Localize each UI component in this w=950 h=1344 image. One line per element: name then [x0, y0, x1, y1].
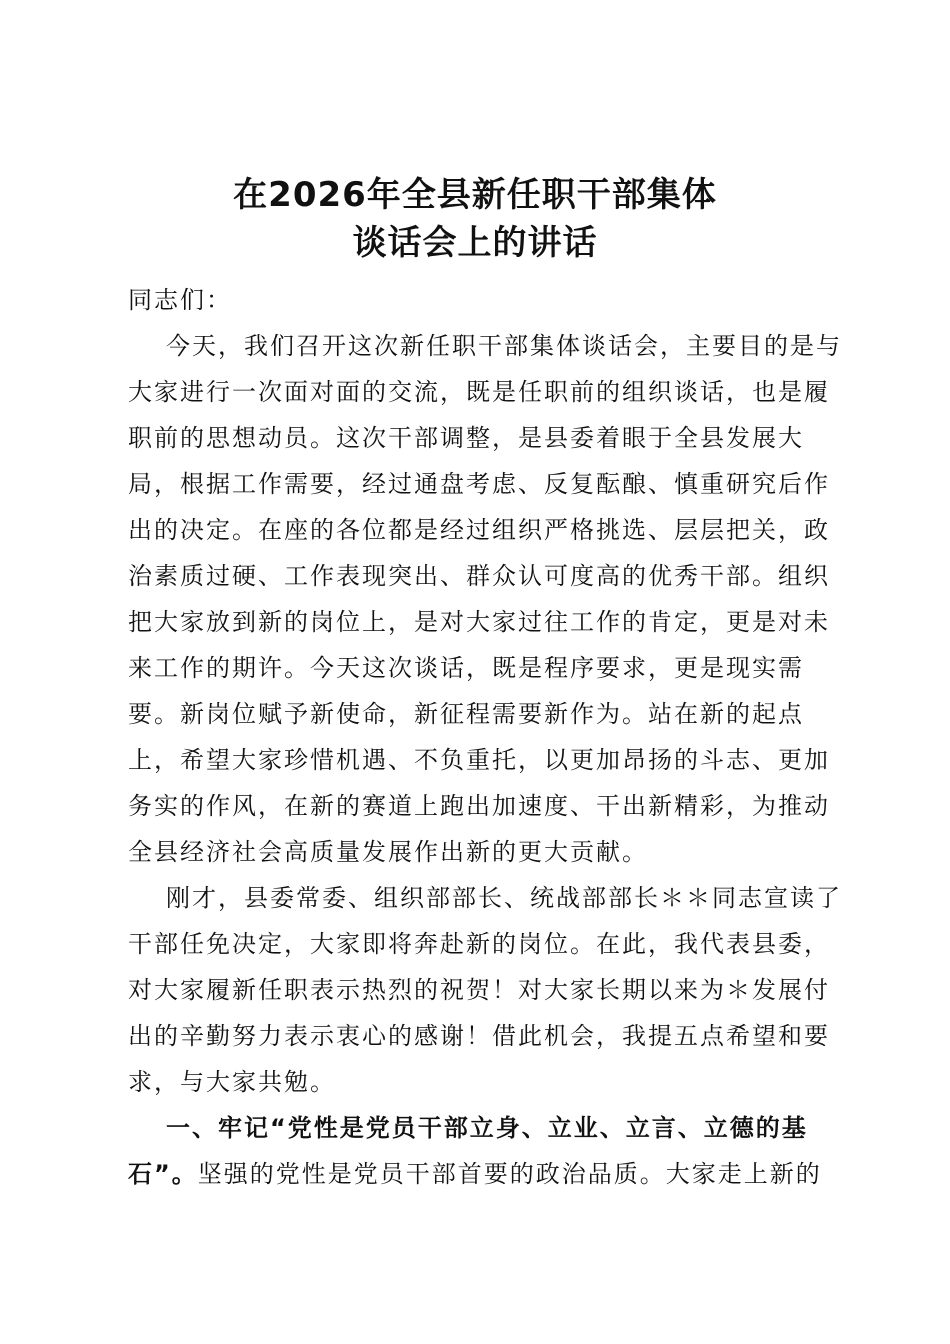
section-heading-1-end: 石”。 — [128, 1160, 198, 1188]
paragraph-1-line: 今天，我们召开这次新任职干部集体谈话会，主要目的是与 — [166, 332, 842, 360]
paragraph-2-line: 刚才，县委常委、组织部部长、统战部部长＊＊同志宣读了 — [166, 884, 842, 912]
paragraph-1-line: 上，希望大家珍惜机遇、不负重托，以更加昂扬的斗志、更加 — [128, 746, 830, 774]
paragraph-1-line: 全县经济社会高质量发展作出新的更大贡献。 — [128, 838, 648, 866]
paragraph-1-line: 把大家放到新的岗位上，是对大家过往工作的肯定，更是对未 — [128, 608, 830, 636]
paragraph-1-line: 局，根据工作需要，经过通盘考虑、反复酝酿、慎重研究后作 — [128, 470, 830, 498]
paragraph-1-line: 职前的思想动员。这次干部调整，是县委着眼于全县发展大 — [128, 424, 804, 452]
salutation: 同志们： — [128, 286, 232, 314]
paragraph-1-line: 治素质过硬、工作表现突出、群众认可度高的优秀干部。组织 — [128, 562, 830, 590]
paragraph-1-line: 大家进行一次面对面的交流，既是任职前的组织谈话，也是履 — [128, 378, 830, 406]
paragraph-1-line: 来工作的期许。今天这次谈话，既是程序要求，更是现实需 — [128, 654, 804, 682]
document-title-line-1: 在2026年全县新任职干部集体 — [233, 175, 717, 215]
paragraph-2-line: 出的辛勤努力表示衷心的感谢！借此机会，我提五点希望和要 — [128, 1022, 830, 1050]
document-title-line-2: 谈话会上的讲话 — [352, 223, 598, 263]
paragraph-1-line: 要。新岗位赋予新使命，新征程需要新作为。站在新的起点 — [128, 700, 804, 728]
paragraph-2-line: 对大家履新任职表示热烈的祝贺！对大家长期以来为＊发展付 — [128, 976, 830, 1004]
paragraph-2-line: 求，与大家共勉。 — [128, 1068, 336, 1096]
section-heading-1: 一、牢记“党性是党员干部立身、立业、立言、立德的基 — [166, 1114, 808, 1142]
paragraph-1-line: 务实的作风，在新的赛道上跑出加速度、干出新精彩，为推动 — [128, 792, 830, 820]
paragraph-3-text: 坚强的党性是党员干部首要的政治品质。大家走上新的 — [197, 1160, 822, 1188]
paragraph-2-line: 干部任免决定，大家即将奔赴新的岗位。在此，我代表县委， — [128, 930, 830, 958]
document-body — [128, 277, 842, 1197]
paragraph-3-line — [128, 1151, 828, 1197]
paragraph-1-line: 出的决定。在座的各位都是经过组织严格挑选、层层把关，政 — [128, 516, 830, 544]
